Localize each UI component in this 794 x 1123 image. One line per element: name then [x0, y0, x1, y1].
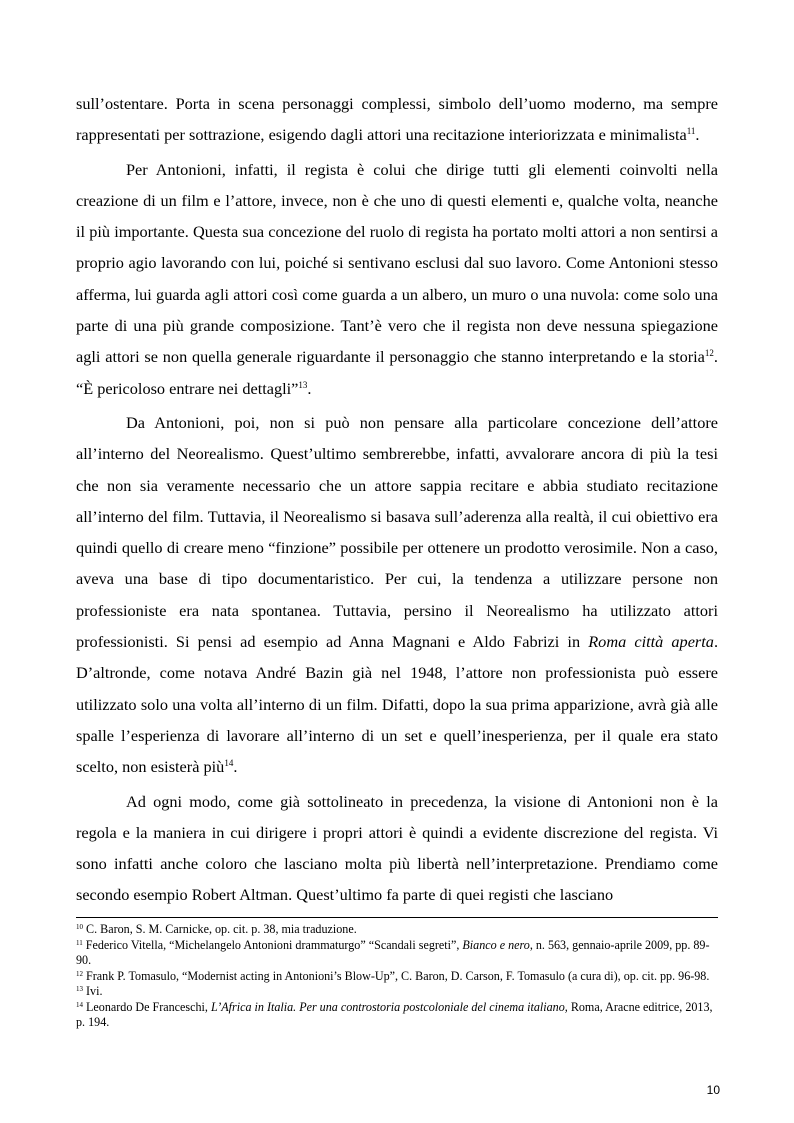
paragraph-4: Ad ogni modo, come già sottolineato in precedenza, la visione di Antonioni non è la regola e la maniera in cui dirigere i propri attori è quindi a evidente discrezione del regista. Vi sono infatti anche coloro che lasciano molta più libertà nell’interpretazione. Prendiamo come secondo esempio Robert Altman. Quest’ultimo fa parte di quei registi che lasciano	[76, 791, 718, 905]
footnotes	[76, 922, 718, 1031]
film-title: Roma città aperta	[588, 632, 714, 652]
page-number: 10	[706, 1083, 720, 1097]
footnote-separator	[76, 917, 718, 918]
footnote-10: $^{10}$ C. Baron, S. M. Carnicke, op. cit. p. 38, mia traduzione.	[76, 922, 357, 936]
footnote-13: $^{13}$ Ivi.	[76, 984, 103, 998]
paragraph-1: sull’ostentare. Porta in scena personaggi complessi, simbolo dell’uomo moderno, ma sempre rappresentati per sottrazione, esigendo dagli attori una recitazione interiorizzata e minimalista$^{11}$.	[76, 94, 718, 145]
footnote-12: $^{12}$ Frank P. Tomasulo, “Modernist acting in Antonioni’s Blow-Up”, C. Baron, D. Carson, F. Tomasulo (a cura di), op. cit. pp. 96-98.	[76, 968, 710, 983]
footnote-ref-11[interactable]: 11	[686, 126, 696, 137]
body-text	[76, 88, 718, 914]
paragraph-3: Da Antonioni, poi, non si può non pensare alla particolare concezione dell’attore all’interno del Neorealismo. Quest’ultimo sembrerebbe, infatti, avvalorare ancora di più la tesi che non sia veramente necessario che un attore sappia recitare e abbia studiato recitazione all’interno del film. Tuttavia, il Neorealismo si basava sull’aderenza alla realtà, il cui obiettivo era quindi quello di creare meno “finzione” possibile per ottenere un prodotto verosimile. Non a caso, aveva una base di tipo documentaristico. Per cui, la tendenza a utilizzare persone non professioniste era nata spontanea. Tuttavia, persino il Neorealismo ha utilizzato attori professionisti. Si pensi ad esempio ad Anna Magnani e Aldo Fabrizi in Roma città aperta. D’altronde, come notava André Bazin già nel 1948, l’attore non professionista può essere utilizzato solo una volta all’interno di un film. Difatti, dopo la sua prima apparizione, avrà già alle spalle l’esperienza di lavorare all’interno di un set e quell’inesperienza, per il quale era stato scelto, non esisterà più$^{14}$.	[76, 412, 719, 777]
footnote-ref-12[interactable]: 12	[704, 348, 714, 359]
footnote-11: $^{11}$ Federico Vitella, “Michelangelo Antonioni drammaturgo” “Scandali segreti”, Bianco e nero, n. 563, gennaio-aprile 2009, pp. 89-90.	[76, 937, 710, 967]
footnote-14: $^{14}$ Leonardo De Franceschi, L’Africa in Italia. Per una controstoria postcoloniale del cinema italiano, Roma, Aracne editrice, 2013, p. 194.	[76, 999, 713, 1029]
footnote-ref-14[interactable]: 14	[224, 758, 234, 769]
footnote-ref-13[interactable]: 13	[298, 379, 308, 390]
paragraph-2: Per Antonioni, infatti, il regista è colui che dirige tutti gli elementi coinvolti nella creazione di un film e l’attore, invece, non è che uno di questi elementi e, qualche volta, neanche il più importante. Questa sua concezione del ruolo di regista ha portato molti attori a non sentirsi a proprio agio lavorando con lui, poiché si sentivano esclusi dal suo lavoro. Come Antonioni stesso afferma, lui guarda agli attori così come guarda a un albero, un muro o una nuvola: come solo una parte di una più grande composizione. Tant’è vero che il regista non deve nessuna spiegazione agli attori se non quella generale riguardante il personaggio che stanno interpretando e la storia$^{12}$. “È pericoloso entrare nei dettagli”$^{13}$.	[76, 159, 718, 398]
